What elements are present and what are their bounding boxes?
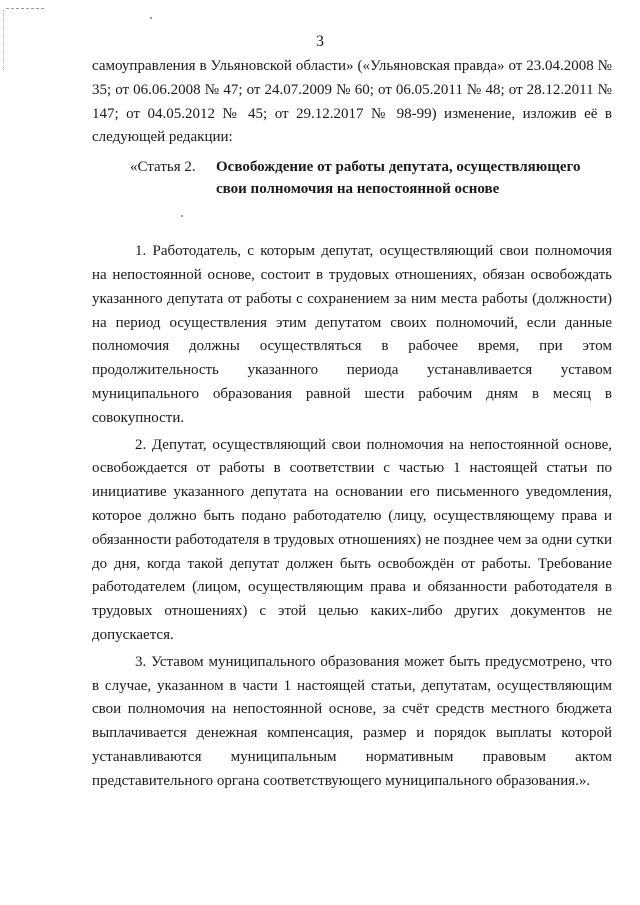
paragraph-2: 2. Депутат, осуществляющий свои полномочия на непостоянной основе, освобождается от работы в соответствии с частью 1 настоящей статьи по инициативе указанного депутата на основании его письменного уведомления, которое должно быть подано работодателю (лицу, осуществляющему права и обязанности работодателя в трудовых отношениях) не позднее чем за одни сутки до дня, когда такой депутат должен быть освобождён от работы. Требование работодателем (лицом, осуществляющим права и обязанности работодателя в трудовых отношениях) с этой целью каких-либо других документов не допускается. (92, 436, 612, 643)
article-heading (92, 156, 612, 200)
intro-paragraph: самоуправления в Ульяновской области» («Ульяновская правда» от 23.04.2008 № 35; от 06.06.2008 № 47; от 24.07.2009 № 60; от 06.05.2011 № 48; от 28.12.2011 № 147; от 04.05.2012 № 45; от 29.12.2017 № 98-99) изменение, изложив её в следующей редакции: (92, 58, 612, 146)
scan-artifact (6, 8, 44, 10)
article-title: Освобождение от работы депутата, осуществляющего свои полномочия на непостоянной основе (216, 159, 581, 198)
page-number: 3 (316, 33, 324, 50)
paragraph-3: 3. Уставом муниципального образования может быть предусмотрено, что в случае, указанном в части 1 настоящей статьи, депутатам, осуществляющим свои полномочия на непостоянной основе, за счёт средств местного бюджета выплачивается денежная компенсация, размер и порядок выплаты которой устанавливаются муниципальным нормативным правовым актом представительного органа соответствующего муниципального образования.». (92, 653, 612, 789)
scan-speck (150, 17, 152, 19)
article-label: «Статья 2. (130, 159, 196, 176)
document-body (92, 55, 612, 794)
paragraph-1: 1. Работодатель, с которым депутат, осуществляющий свои полномочия на непостоянной основе, состоит в трудовых отношениях, обязан освобождать указанного депутата от работы с сохранением за ним места работы (должности) на период осуществления этим депутатом своих полномочий, если данные полномочия должны осуществляться в рабочее время, при этом продолжительность указанного периода устанавливается уставом муниципального образования равной шести рабочим дням в месяц в совокупности. (92, 243, 612, 426)
